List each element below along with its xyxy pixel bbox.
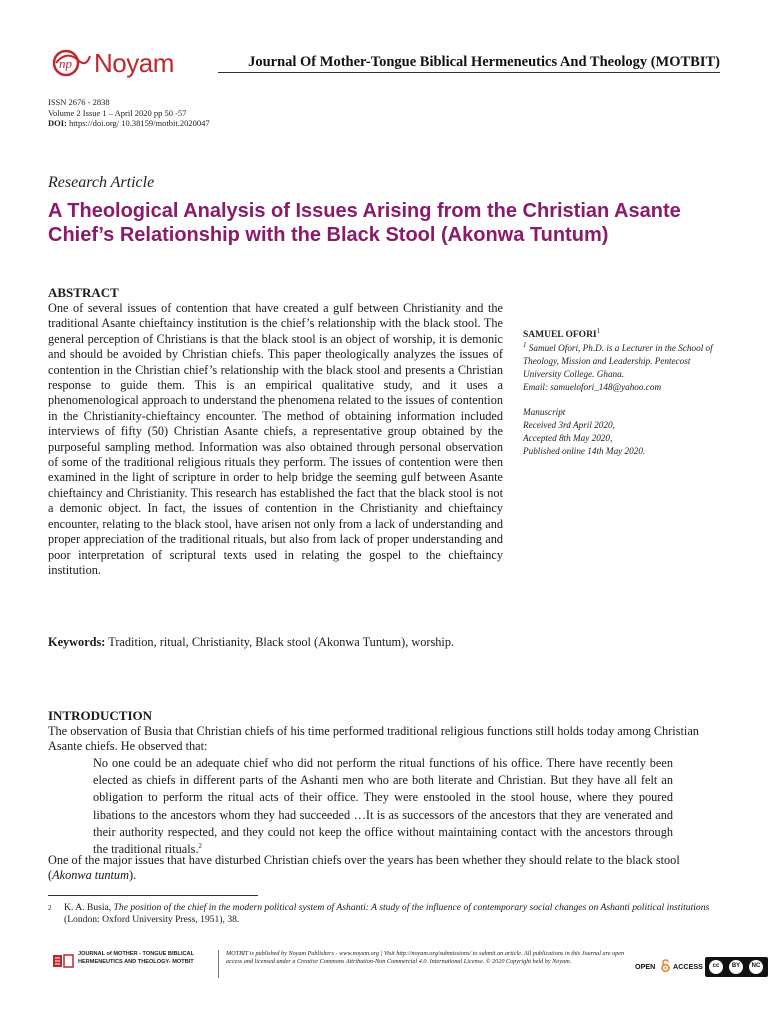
footnote — [48, 902, 720, 927]
keywords-label: Keywords: — [48, 635, 106, 649]
page-footer — [48, 950, 761, 980]
published-date: Published online 14th May 2020. — [523, 446, 646, 456]
issn: ISSN 2676 - 2838 — [48, 97, 110, 107]
article-metadata — [48, 97, 210, 129]
author-info — [523, 328, 723, 458]
doi-link[interactable]: https://doi.org/ 10.38159/motbit.2020047 — [69, 118, 210, 128]
p2-end: ). — [128, 868, 137, 883]
journal-name: Journal Of Mother-Tongue Biblical Hermeneutics And Theology (MOTBIT) — [248, 54, 720, 70]
footnote-number: 2 — [48, 904, 52, 912]
author-sup: 1 — [596, 326, 601, 335]
footnote-title: The position of the chief in the modern political system of Ashanti: A study of the influence of contemporary social changes on Ashanti political institutions — [113, 902, 710, 913]
logo-text: Noyam — [94, 47, 174, 78]
journal-logo-icon — [52, 953, 74, 969]
author-email[interactable]: Email: samuelofori_148@yahoo.com — [523, 382, 662, 392]
p2-start: One of the major issues that have disturbed Christian chiefs over the years has been whether they should relate to the black stool ( — [48, 853, 680, 883]
footnote-author: K. A. Busia, — [64, 902, 114, 913]
received-date: Received 3rd April 2020, — [523, 420, 615, 430]
footer-divider — [218, 950, 219, 978]
block-quote-text: No one could be an adequate chief who did not perform the ritual functions of his office. There have recently been elected as chiefs in different parts of the Ashanti men who are both literate and Christian. But they have all felt an obligation to perform the ritual acts of their office. They were enstooled in the stool house, where they poured libations to the ancestors whom they had succeeded …It is as successors of the ancestors that they are venerated and their authority respected, and they could not keep the office without maintaining contact with the ancestors through the traditional rituals. — [93, 756, 673, 857]
keywords — [48, 634, 503, 650]
nc-icon: NC — [749, 960, 763, 974]
introduction-paragraph-1: The observation of Busia that Christian chiefs of his time performed traditional religious functions still holds today among Christian Asante chiefs. He observed that: — [48, 724, 699, 754]
abstract-text: One of several issues of contention that have created a gulf between Christianity and the traditional Asante chieftaincy institution is the chief’s relationship with the black stool. The general perception of Christians is that the black stool is an object of worship, it is demonic and should be avoided by Christian chiefs. This paper theologically analyzes the issues of contention in the Christian chief’s relationship with the black stool and presents a Christian response to guide them. This is an empirical qualitative study, and it uses a phenomenological approach to understand the phenomena related to the issues of contention in the Christianity-chieftaincy encounter. The method of obtaining information included interviews of fifty (50) Christian Asante chiefs, a representative group obtained by the purposeful sampling method. Information was also obtained through personal observation of some of the traditional religious rituals they perform. The issues of contention were then examined in the light of scripture in order to help bridge the seeming gulf between Asante chieftaincy and Christianity. This research has established the fact that the black stool is not a demonic object. In fact, the issues of contention in the Christianity and chieftaincy encounter, relating to the black stool, have arisen not only from a lack of understanding and proper appreciation of the traditional rituals, but also from lack of proper understanding and poor interpretation of scriptural texts used in relating the gospel to the chieftaincy institution. — [48, 301, 503, 577]
cc-icon: cc — [709, 960, 723, 974]
introduction-heading: INTRODUCTION — [48, 708, 153, 723]
doi — [48, 118, 210, 129]
footer-journal-line1: JOURNAL of MOTHER - TONGUE BIBLICAL — [78, 951, 195, 957]
svg-text:np: np — [59, 56, 72, 71]
author-name-line — [523, 328, 723, 342]
header-rule — [218, 72, 720, 73]
accepted-date: Accepted 8th May 2020, — [523, 433, 613, 443]
p2-italic: Akonwa tuntum — [52, 868, 129, 883]
access-label: ACCESS — [673, 962, 703, 971]
footnote-rule — [48, 895, 258, 896]
footnote-ref[interactable]: 2 — [198, 841, 203, 850]
creative-commons-badge-icon[interactable] — [705, 957, 768, 977]
footer-journal-name — [78, 951, 194, 966]
article-title: A Theological Analysis of Issues Arising from the Christian Asante Chief’s Relationship with the Black Stool (Akonwa Tuntum) — [48, 200, 681, 246]
footer-publisher-text: MOTBIT is published by Noyam Publishers - www.noyam.org | Visit http://noyam.org/submissions/ to submit an article. All publications in this Journal are open access and licensed under a Creative Commons Attribution-Non Commercial 4.0. International License. © 2020 Copyright held by Noyam. — [226, 950, 625, 965]
author-note — [523, 342, 723, 381]
footer-journal-line2: HERMENEUTICS AND THEOLOGY- MOTBIT — [78, 958, 194, 965]
author-note-sup: 1 — [523, 340, 527, 349]
block-quote — [93, 755, 673, 858]
manuscript-history — [523, 406, 723, 458]
article-type: Research Article — [48, 174, 155, 191]
page-header — [48, 46, 720, 82]
doi-label: DOI: — [48, 118, 67, 128]
open-label: OPEN — [635, 962, 656, 971]
abstract-heading: ABSTRACT — [48, 285, 119, 300]
author-name: SAMUEL OFORI — [523, 330, 597, 340]
manuscript-label: Manuscript — [523, 407, 566, 417]
footnote-rest: (London: Oxford University Press, 1951), 38. — [64, 914, 240, 926]
keywords-text: Tradition, ritual, Christianity, Black stool (Akonwa Tuntum), worship. — [105, 635, 455, 649]
by-icon: BY — [729, 960, 743, 974]
author-note-text: Samuel Ofori, Ph.D. is a Lecturer in the School of Theology, Mission and Leadership. Pentecost University College. Ghana. — [523, 343, 713, 379]
noyam-logo-icon — [48, 46, 92, 80]
publisher-logo — [48, 46, 174, 80]
open-access-lock-icon — [661, 959, 670, 972]
introduction-paragraph-2 — [48, 853, 720, 884]
volume-info: Volume 2 Issue 1 – April 2020 pp 50 -57 — [48, 107, 187, 118]
